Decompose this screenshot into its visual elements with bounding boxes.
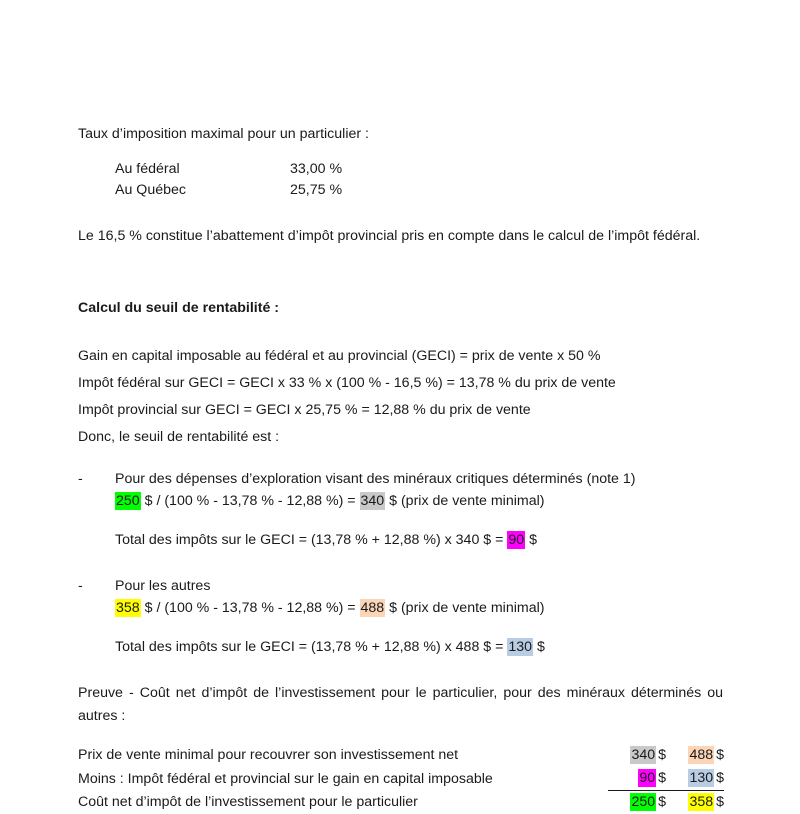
highlight-90: 90: [638, 769, 656, 787]
highlight-value-250: 250: [115, 492, 141, 510]
bullet-calculation: [115, 490, 724, 512]
highlight-488: 488: [688, 746, 714, 764]
highlight-total-130: 130: [507, 638, 533, 656]
equation-federal-tax: Impôt fédéral sur GECI = GECI x 33 % x (100 % - 16,5 %) = 13,78 % du prix de vente: [78, 370, 724, 397]
currency-symbol: $: [714, 747, 724, 763]
highlight-total-90: 90: [507, 531, 525, 549]
equation-geci: Gain en capital imposable au fédéral et au provincial (GECI) = prix de vente x 50 %: [78, 343, 724, 370]
proof-row-col2: [666, 791, 724, 814]
bullet-critical-minerals: [78, 468, 724, 512]
bullet-marker-icon: -: [78, 468, 83, 490]
abatement-note: Le 16,5 % constitue l’abattement d’impôt provincial pris en compte dans le calcul de l’impôt fédéral.: [78, 225, 723, 248]
bullet-marker-icon: -: [78, 575, 83, 597]
section-title: Calcul du seuil de rentabilité :: [78, 298, 724, 319]
proof-intro: Preuve - Coût net d’impôt de l’investissement pour le particulier, pour des minéraux déterminés ou autres :: [78, 682, 723, 728]
spacer: [78, 619, 724, 636]
total-prefix-text: Total des impôts sur le GECI = (13,78 % + 12,88 %) x 488 $ =: [115, 639, 507, 655]
bullet-total-line-2: [115, 636, 724, 658]
highlight-340: 340: [630, 746, 656, 764]
currency-symbol: $: [656, 770, 666, 786]
equation-provincial-tax: Impôt provincial sur GECI = GECI x 25,75 % = 12,88 % du prix de vente: [78, 397, 724, 424]
bullet-calculation: [115, 597, 724, 619]
proof-row-col1: [608, 744, 666, 767]
currency-symbol: $: [656, 794, 666, 810]
table-row: [78, 744, 724, 767]
proof-row-label: Moins : Impôt fédéral et provincial sur le gain en capital imposable: [78, 767, 608, 791]
intro-heading: Taux d’imposition maximal pour un particulier :: [78, 124, 724, 145]
highlight-result-488: 488: [360, 599, 386, 617]
rate-label-federal: Au fédéral: [115, 159, 290, 180]
highlight-value-358: 358: [115, 599, 141, 617]
spacer: [78, 451, 724, 468]
bullet-total-line-1: [115, 529, 724, 551]
highlight-358: 358: [688, 793, 714, 811]
spacer: [78, 319, 724, 343]
rate-label-quebec: Au Québec: [115, 180, 290, 201]
spacer: [78, 201, 724, 225]
proof-row-col2: [666, 767, 724, 791]
currency-symbol: $: [714, 794, 724, 810]
currency-symbol: $: [714, 770, 724, 786]
spacer: [78, 658, 724, 682]
spacer: [78, 551, 724, 575]
table-row: [115, 180, 342, 201]
highlight-130: 130: [688, 769, 714, 787]
document-body: [78, 124, 724, 814]
calc-suffix-text: $ (prix de vente minimal): [385, 600, 544, 616]
calc-suffix-text: $ (prix de vente minimal): [385, 493, 544, 509]
proof-row-label: Prix de vente minimal pour recouvrer son investissement net: [78, 744, 608, 767]
rate-value-quebec: 25,75 %: [290, 180, 342, 201]
spacer: [78, 512, 724, 529]
equation-conclusion: Donc, le seuil de rentabilité est :: [78, 424, 724, 451]
bullet-heading: Pour les autres: [115, 575, 724, 597]
currency-symbol: $: [656, 747, 666, 763]
proof-row-col1: [608, 791, 666, 814]
bullet-others: [78, 575, 724, 619]
total-suffix-text: $: [525, 532, 537, 548]
total-prefix-text: Total des impôts sur le GECI = (13,78 % + 12,88 %) x 340 $ =: [115, 532, 507, 548]
calc-middle-text: $ / (100 % - 13,78 % - 12,88 %) =: [141, 600, 360, 616]
bullet-heading: Pour des dépenses d’exploration visant des minéraux critiques déterminés (note 1): [115, 468, 724, 490]
tax-rate-table: [115, 159, 342, 201]
rate-value-federal: 33,00 %: [290, 159, 342, 180]
table-row: [115, 159, 342, 180]
highlight-result-340: 340: [360, 492, 386, 510]
spacer: [78, 248, 724, 298]
highlight-250: 250: [630, 793, 656, 811]
calc-middle-text: $ / (100 % - 13,78 % - 12,88 %) =: [141, 493, 360, 509]
proof-row-col1: [608, 767, 666, 791]
proof-table: [78, 744, 724, 814]
proof-row-label: Coût net d’impôt de l’investissement pour le particulier: [78, 791, 608, 814]
total-suffix-text: $: [533, 639, 545, 655]
table-row: [78, 767, 724, 791]
table-row: [78, 791, 724, 814]
proof-row-col2: [666, 744, 724, 767]
